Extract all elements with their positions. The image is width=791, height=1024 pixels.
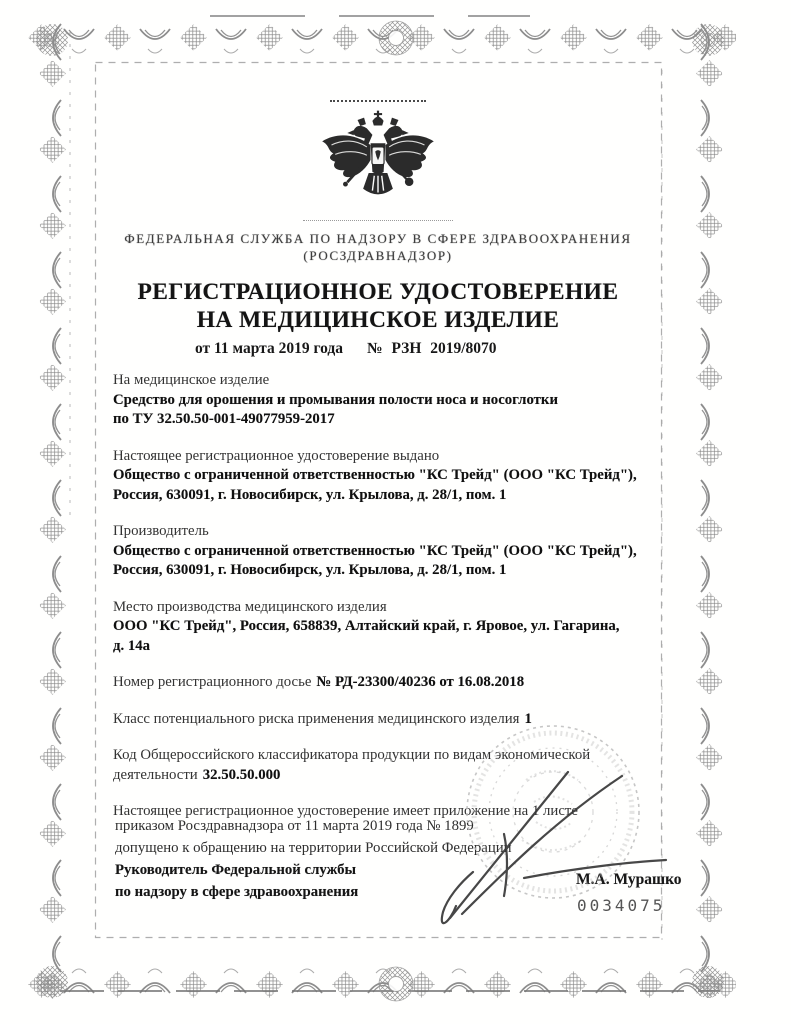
field-dossier-number [113,673,643,693]
title-line-2: НА МЕДИЦИНСКОЕ ИЗДЕЛИЕ [196,306,560,333]
certificate-content [95,62,661,938]
date-number-row [113,340,643,358]
field-medical-device [113,371,643,430]
field-manufacturer [113,522,643,581]
signer-name: М.А. Мурашко [576,871,682,888]
order-line-1: приказом Росздравнадзора от 11 марта 2019 года № 1899 [115,818,474,834]
field-value [113,542,643,581]
field-risk-class [113,710,643,730]
certificate-fields [113,371,643,822]
coat-of-arms [113,100,643,221]
field-value-line: Общество с ограниченной ответственностью "КС Трейд" (ООО "КС Трейд"), [113,467,637,483]
field-value [113,617,643,656]
field-value-line: Средство для орошения и промывания полости носа и носоглотки [113,391,558,408]
field-value: 32.50.50.000 [202,766,281,783]
certificate-number: № РЗН 2019/8070 [367,340,497,357]
field-value: № РД-23300/40236 от 16.08.2018 [316,674,525,690]
field-production-site [113,598,643,657]
signer-title [115,860,358,903]
issue-date: от 11 марта 2019 года [195,340,344,357]
order-line-2: допущено к обращению на территории Российской Федерации [115,839,512,856]
field-label: Класс потенциального риска применения медицинского изделия [113,710,520,727]
signer-title-line-2: по надзору в сфере здравоохранения [115,883,359,900]
agency-short-name: (РОСЗДРАВНАДЗОР) [303,248,453,263]
field-value-line: по ТУ 32.50.50-001-49077959-2017 [113,411,335,427]
field-value-line: Общество с ограниченной ответственностью "КС Трейд" (ООО "КС Трейд"), [113,542,637,559]
serial-number: 0034075 [577,896,666,915]
field-label: Код Общероссийского классификатора продукции по видам экономической деятельности [113,747,591,783]
field-value-line: Россия, 630091, г. Новосибирск, ул. Крылова, д. 28/1, пом. 1 [113,562,507,578]
field-label: Производитель [113,523,209,539]
field-label: Настоящее регистрационное удостоверение имеет приложение на 1 листе [113,803,578,819]
document-title [113,279,643,334]
double-headed-eagle-icon [312,106,444,212]
microtext-line [303,220,453,221]
signer-title-line-1: Руководитель Федеральной службы [115,862,357,878]
field-label: Место производства медицинского изделия [113,598,387,615]
approval-order-text [115,816,512,859]
field-value-line: ООО "КС Трейд", Россия, 658839, Алтайский край, г. Яровое, ул. Гагарина, [113,618,620,634]
field-value-line: Россия, 630091, г. Новосибирск, ул. Крылова, д. 28/1, пом. 1 [113,486,507,503]
title-line-1: РЕГИСТРАЦИОННОЕ УДОСТОВЕРЕНИЕ [137,279,619,305]
field-label: На медицинское изделие [113,372,270,388]
agency-name: ФЕДЕРАЛЬНАЯ СЛУЖБА ПО НАДЗОРУ В СФЕРЕ ЗДРАВООХРАНЕНИЯ [124,231,632,246]
field-okpd-code [113,746,643,785]
field-certificate-holder [113,447,643,506]
field-value: 1 [524,710,532,727]
field-value-line: д. 14а [113,637,151,654]
field-label: Настоящее регистрационное удостоверение выдано [113,447,440,464]
field-value [113,466,643,505]
microtext-line [330,100,426,102]
field-label: Номер регистрационного досье [113,674,312,690]
field-value [113,391,643,430]
